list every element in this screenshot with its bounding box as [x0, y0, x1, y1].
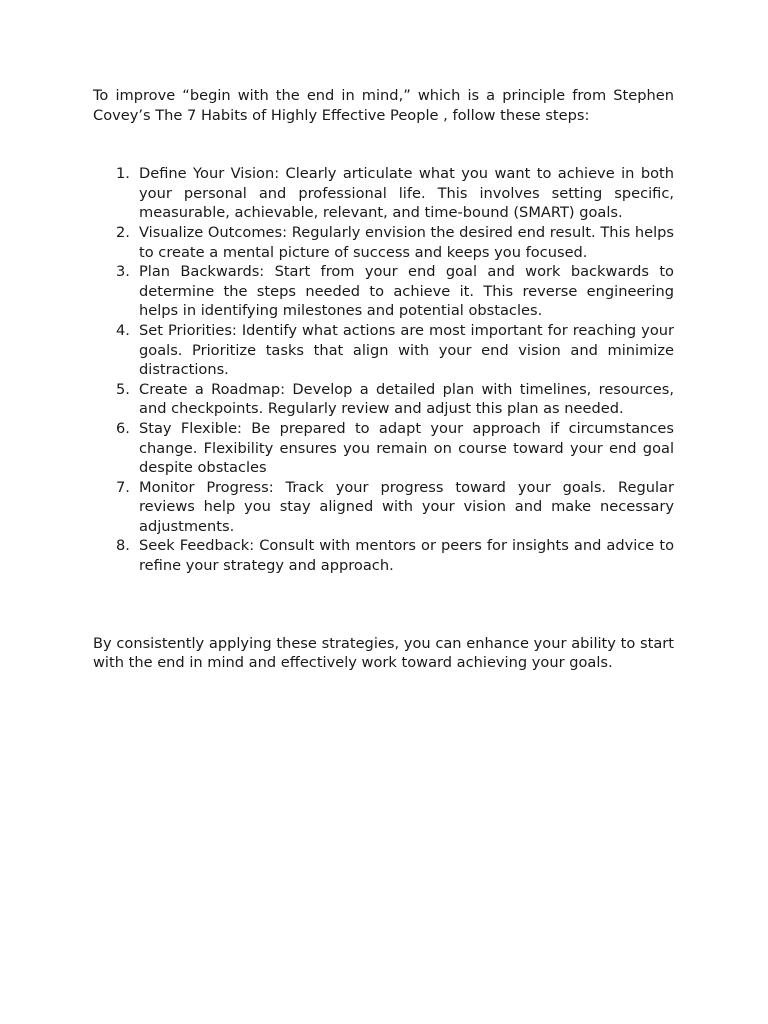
- list-item-text: Create a Roadmap: Develop a detailed plan with timelines, resources, and checkpoints. Regularly review and adjust this plan as needed.: [139, 380, 674, 418]
- list-item-number: 1.: [116, 165, 130, 183]
- list-item: [93, 536, 674, 575]
- list-item-text: Set Priorities: Identify what actions are most important for reaching your goals. Prioritize tasks that align with your end vision and minimize distractions.: [139, 321, 674, 379]
- steps-list: [93, 164, 674, 575]
- list-item-number: 8.: [116, 537, 130, 555]
- outro-paragraph: By consistently applying these strategies, you can enhance your ability to start with the end in mind and effectively work toward achieving your goals.: [93, 634, 674, 672]
- list-item-text: Define Your Vision: Clearly articulate what you want to achieve in both your personal and professional life. This involves setting specific, measurable, achievable, relevant, and time-bound (SMART) goals.: [139, 165, 674, 222]
- list-item-number: 5.: [116, 380, 130, 398]
- list-item-text: Seek Feedback: Consult with mentors or peers for insights and advice to refine your strategy and approach.: [139, 537, 674, 575]
- list-item-text: Stay Flexible: Be prepared to adapt your approach if circumstances change. Flexibility ensures you remain on course toward your end goal despite obstacles: [139, 419, 674, 477]
- list-item-number: 2.: [116, 223, 130, 241]
- list-item-number: 7.: [116, 478, 130, 496]
- list-item: [93, 223, 674, 262]
- list-item-text: Plan Backwards: Start from your end goal and work backwards to determine the steps needed to achieve it. This reverse engineering helps in identifying milestones and potential obstacles.: [139, 263, 674, 320]
- document-body: [93, 86, 674, 673]
- list-item: [93, 478, 674, 537]
- list-item: [93, 164, 674, 223]
- list-item-text: Monitor Progress: Track your progress toward your goals. Regular reviews help you stay aligned with your vision and make necessary adjustments.: [139, 478, 674, 535]
- list-item: [93, 380, 674, 419]
- intro-paragraph: To improve “begin with the end in mind,” which is a principle from Stephen Covey’s The 7 Habits of Highly Effective People , follow these steps:: [93, 87, 674, 124]
- list-item-number: 6.: [116, 419, 130, 437]
- list-item: [93, 321, 674, 380]
- list-item: [93, 262, 674, 321]
- list-item-text: Visualize Outcomes: Regularly envision the desired end result. This helps to create a mental picture of success and keeps you focused.: [139, 223, 674, 261]
- list-item-number: 3.: [116, 263, 130, 281]
- list-item-number: 4.: [116, 321, 130, 339]
- list-item: [93, 419, 674, 478]
